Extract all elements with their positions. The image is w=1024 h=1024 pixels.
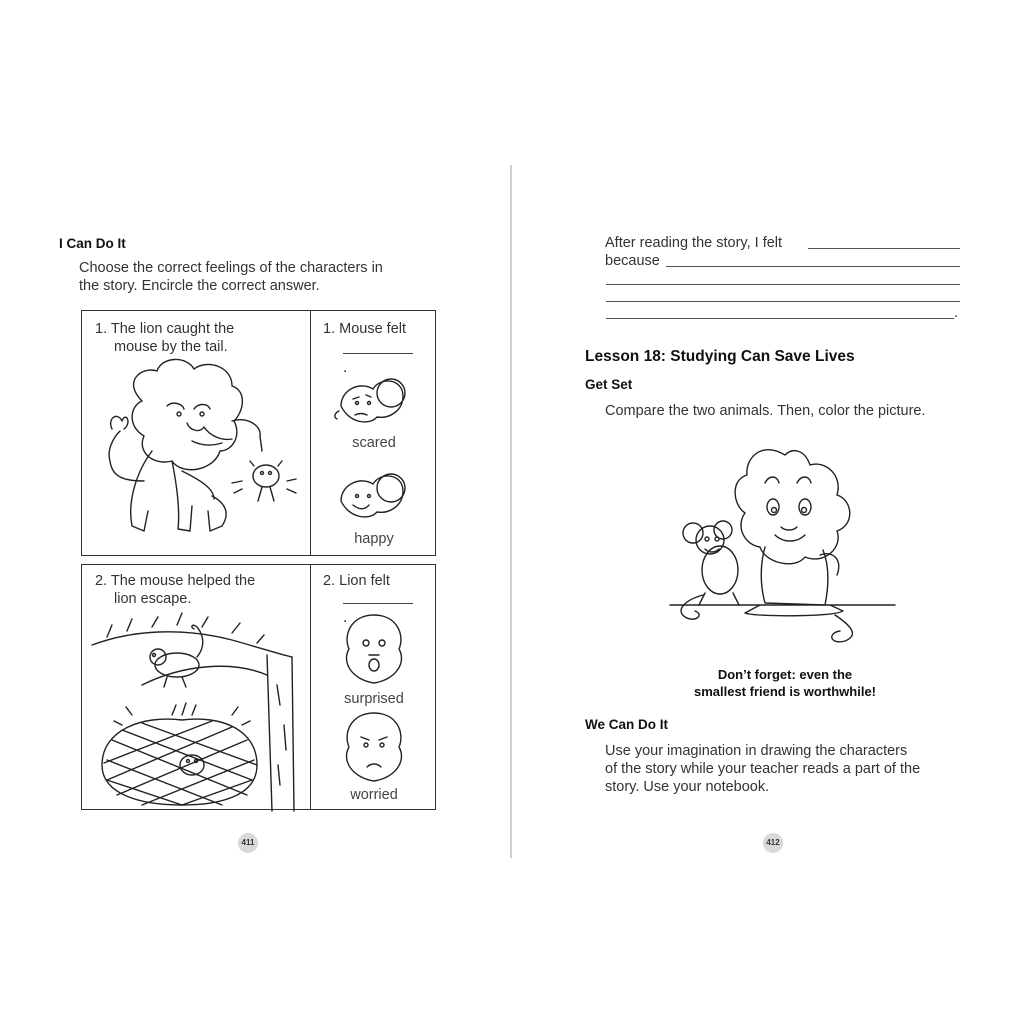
blank-line xyxy=(606,284,960,285)
reflection-line-1: After reading the story, I felt xyxy=(605,235,783,251)
we-can-instructions xyxy=(605,742,975,796)
answer-blank-2: . xyxy=(343,591,415,627)
question-label: Mouse felt xyxy=(339,321,407,337)
question-number: 1. xyxy=(323,321,336,337)
scene-line: lion escape. xyxy=(114,591,192,607)
lion-and-mouse-illustration xyxy=(665,435,905,655)
instructions-line: Choose the correct feelings of the characters in xyxy=(79,260,383,276)
page-number-right: 412 xyxy=(763,833,783,853)
instructions xyxy=(79,259,439,295)
choice-worried[interactable]: worried xyxy=(350,787,398,803)
blank-line-felt xyxy=(808,248,960,249)
question-label: Lion felt xyxy=(339,573,390,589)
section-heading-i-can-do-it: I Can Do It xyxy=(59,236,126,251)
question-box-1 xyxy=(310,310,436,556)
worried-lion-icon xyxy=(311,565,437,811)
blank-line xyxy=(606,318,954,319)
scene-box-2 xyxy=(81,564,311,810)
scene-line: mouse by the tail. xyxy=(114,339,228,355)
we-can-line: story. Use your notebook. xyxy=(605,779,770,795)
question-box-2 xyxy=(310,564,436,810)
blank-line-because xyxy=(666,266,960,267)
reflection-end-period: . xyxy=(954,305,959,321)
scene-number: 2. xyxy=(95,573,108,589)
choice-surprised[interactable]: surprised xyxy=(344,691,404,707)
reflection-prompt xyxy=(605,234,965,252)
instructions-line: the story. Encircle the correct answer. xyxy=(79,278,320,294)
reminder-line: smallest friend is worthwhile! xyxy=(693,684,877,699)
reminder-note xyxy=(665,666,905,700)
page-gutter-divider xyxy=(510,165,512,858)
reflection-because: because xyxy=(605,253,660,269)
choice-happy[interactable]: happy xyxy=(354,531,394,547)
lesson-title: Lesson 18: Studying Can Save Lives xyxy=(585,348,855,365)
we-can-line: Use your imagination in drawing the characters xyxy=(605,743,908,759)
choice-scared[interactable]: scared xyxy=(352,435,396,451)
lion-holding-mouse-illustration xyxy=(82,311,312,557)
happy-mouse-icon xyxy=(311,311,437,557)
reminder-line: Don’t forget: even the xyxy=(717,667,853,682)
get-set-instructions: Compare the two animals. Then, color the picture. xyxy=(605,403,926,419)
lion-in-net-illustration xyxy=(82,565,312,811)
section-heading-get-set: Get Set xyxy=(585,377,633,392)
scene-number: 1. xyxy=(95,321,108,337)
answer-blank-1: . xyxy=(343,341,415,377)
scene-line: The mouse helped the xyxy=(110,573,256,589)
blank-line xyxy=(606,301,960,302)
page-number-left: 411 xyxy=(238,833,258,853)
scene-box-1 xyxy=(81,310,311,556)
scene-line: The lion caught the xyxy=(110,321,235,337)
section-heading-we-can-do-it: We Can Do It xyxy=(585,717,669,732)
we-can-line: of the story while your teacher reads a part of the xyxy=(605,761,921,777)
question-number: 2. xyxy=(323,573,336,589)
